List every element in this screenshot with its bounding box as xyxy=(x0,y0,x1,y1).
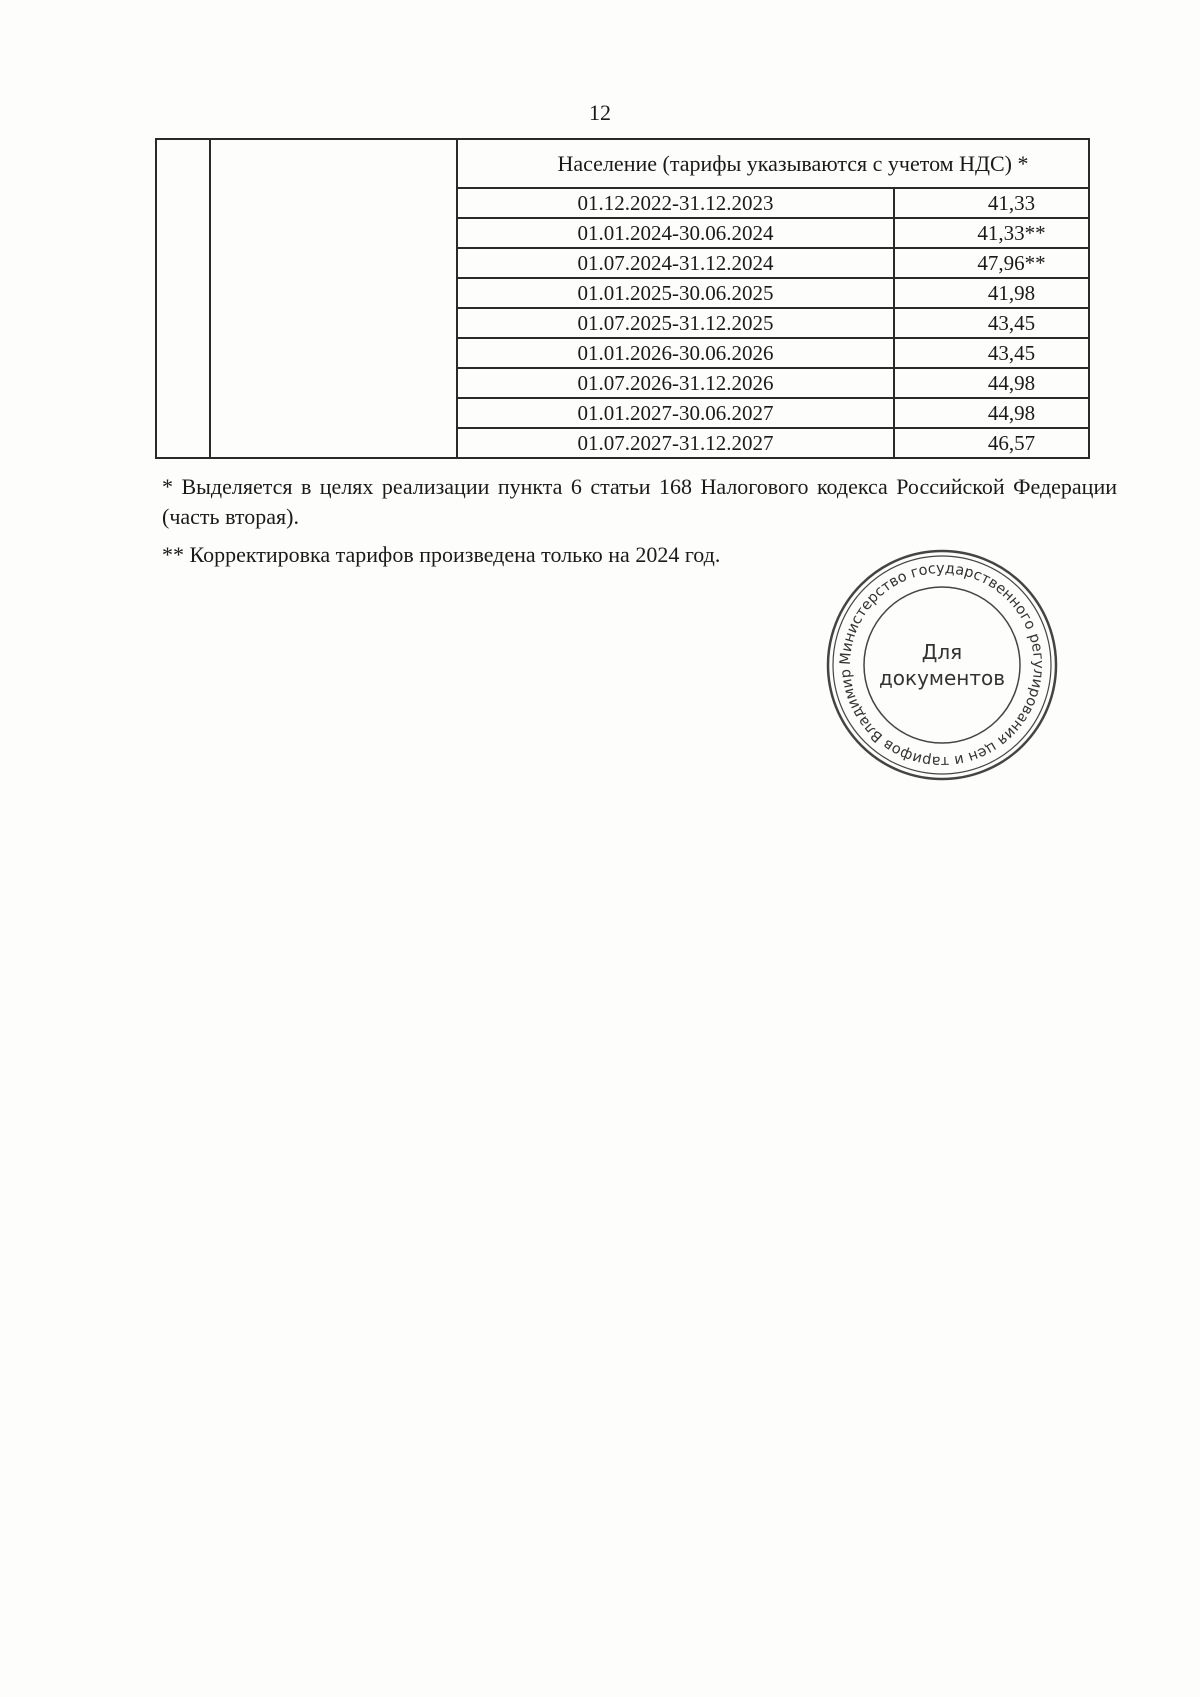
period-cell: 01.01.2026-30.06.2026 xyxy=(457,338,894,368)
period-cell: 01.01.2025-30.06.2025 xyxy=(457,278,894,308)
period-cell: 01.01.2027-30.06.2027 xyxy=(457,398,894,428)
period-cell: 01.01.2024-30.06.2024 xyxy=(457,218,894,248)
tariff-value-cell: 47,96** xyxy=(894,248,1089,278)
footnote-correction: ** Корректировка тарифов произведена только на 2024 год. xyxy=(162,542,721,567)
table-header-row xyxy=(156,139,1089,188)
empty-name-column xyxy=(210,139,457,458)
footnote-vat: * Выделяется в целях реализации пункта 6 статьи 168 Налогового кодекса Российской Федерации (часть вторая). xyxy=(162,474,1117,529)
period-cell: 01.07.2026-31.12.2026 xyxy=(457,368,894,398)
official-stamp xyxy=(822,545,1062,785)
period-cell: 01.07.2025-31.12.2025 xyxy=(457,308,894,338)
tariff-value-cell: 41,33 xyxy=(894,188,1089,218)
tariff-value-cell: 46,57 xyxy=(894,428,1089,458)
tariff-table xyxy=(155,138,1090,459)
tariff-value-cell: 43,45 xyxy=(894,308,1089,338)
stamp-center-line-1: Для xyxy=(921,640,963,664)
period-cell: 01.07.2024-31.12.2024 xyxy=(457,248,894,278)
stamp-center-text xyxy=(822,545,1062,785)
tariff-value-cell: 41,33** xyxy=(894,218,1089,248)
tariff-value-cell: 44,98 xyxy=(894,398,1089,428)
period-cell: 01.07.2027-31.12.2027 xyxy=(457,428,894,458)
tariff-value-cell: 43,45 xyxy=(894,338,1089,368)
empty-number-column xyxy=(156,139,210,458)
population-group-header: Население (тарифы указываются с учетом НДС) * xyxy=(457,139,1089,188)
tariff-value-cell: 44,98 xyxy=(894,368,1089,398)
tariff-value-cell: 41,98 xyxy=(894,278,1089,308)
page-number: 12 xyxy=(589,100,611,125)
stamp-center-line-2: документов xyxy=(878,666,1006,690)
stamp-ring-text: Министерство государственного регулирования цен и тарифов Владимир xyxy=(837,560,1047,770)
period-cell: 01.12.2022-31.12.2023 xyxy=(457,188,894,218)
